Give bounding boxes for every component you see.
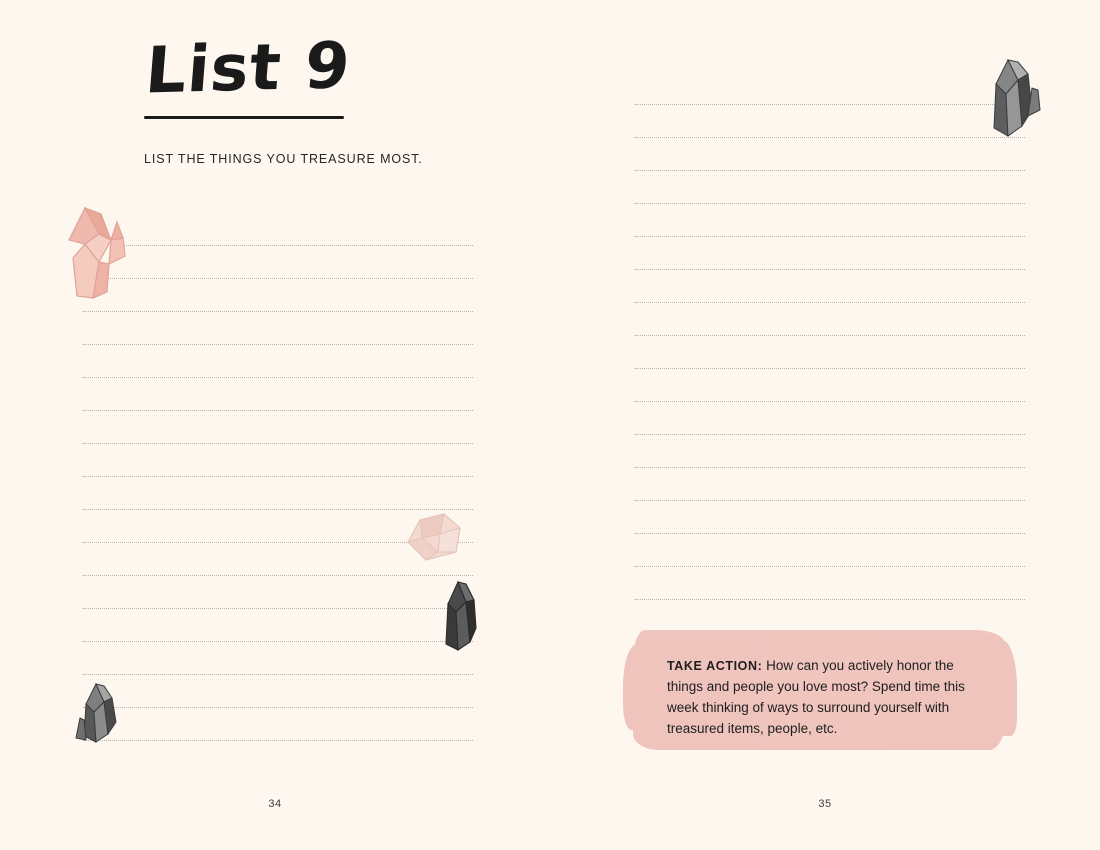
writing-line[interactable] bbox=[83, 344, 473, 345]
writing-line[interactable] bbox=[635, 368, 1025, 369]
writing-line[interactable] bbox=[635, 401, 1025, 402]
writing-line[interactable] bbox=[635, 467, 1025, 468]
writing-line[interactable] bbox=[83, 311, 473, 312]
writing-line[interactable] bbox=[635, 203, 1025, 204]
page-number-left: 34 bbox=[268, 798, 282, 810]
pink-crystal-cluster-icon bbox=[55, 200, 145, 300]
writing-lines-right[interactable] bbox=[635, 104, 1025, 600]
writing-line[interactable] bbox=[635, 566, 1025, 567]
title-underline bbox=[144, 116, 344, 119]
writing-line[interactable] bbox=[635, 170, 1025, 171]
writing-line[interactable] bbox=[635, 302, 1025, 303]
take-action-label: TAKE ACTION: bbox=[667, 659, 763, 673]
writing-line[interactable] bbox=[635, 335, 1025, 336]
writing-line[interactable] bbox=[83, 377, 473, 378]
take-action-text bbox=[667, 656, 987, 740]
writing-line[interactable] bbox=[635, 533, 1025, 534]
writing-line[interactable] bbox=[83, 641, 473, 642]
writing-line[interactable] bbox=[83, 707, 473, 708]
gray-crystal-cluster-icon bbox=[72, 678, 134, 748]
dark-crystal-point-icon bbox=[436, 578, 484, 654]
writing-line[interactable] bbox=[635, 137, 1025, 138]
right-page bbox=[550, 0, 1100, 850]
writing-line[interactable] bbox=[635, 500, 1025, 501]
take-action-callout bbox=[633, 630, 1005, 750]
page-subtitle: LIST THE THINGS YOU TREASURE MOST. bbox=[144, 152, 423, 166]
gray-crystal-cluster-icon bbox=[984, 54, 1050, 144]
writing-line[interactable] bbox=[635, 269, 1025, 270]
writing-line[interactable] bbox=[635, 599, 1025, 600]
writing-line[interactable] bbox=[83, 740, 473, 741]
writing-line[interactable] bbox=[83, 410, 473, 411]
writing-line[interactable] bbox=[83, 674, 473, 675]
page-title: List 9 bbox=[142, 29, 354, 109]
writing-line[interactable] bbox=[635, 434, 1025, 435]
page-title-block bbox=[140, 29, 420, 119]
page-number-right: 35 bbox=[818, 798, 832, 810]
writing-line[interactable] bbox=[83, 443, 473, 444]
writing-line[interactable] bbox=[83, 575, 473, 576]
writing-line[interactable] bbox=[83, 608, 473, 609]
blush-rock-icon bbox=[400, 508, 472, 568]
writing-line[interactable] bbox=[635, 236, 1025, 237]
writing-line[interactable] bbox=[83, 476, 473, 477]
take-action-body: How can you actively honor the things and people you love most? Spend time this week thinking of ways to surround yourself with treasured items, people, etc. bbox=[667, 658, 965, 736]
writing-lines-left[interactable] bbox=[83, 245, 473, 741]
writing-line[interactable] bbox=[635, 104, 1025, 105]
